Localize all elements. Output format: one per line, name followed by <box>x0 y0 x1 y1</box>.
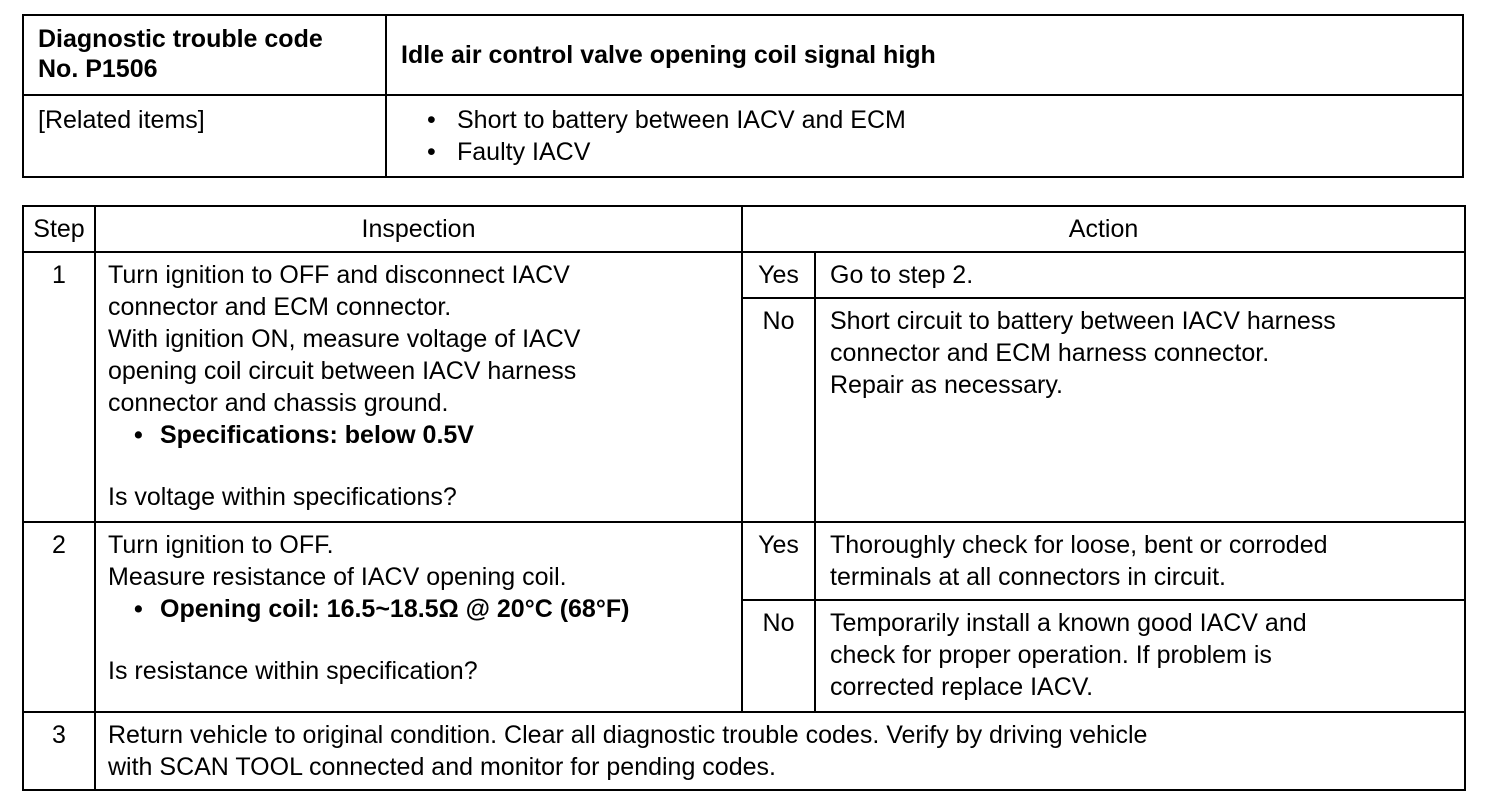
step-3-row <box>23 712 1465 790</box>
action-line: terminals at all connectors in circuit. <box>830 563 1226 591</box>
diagnostic-steps-table <box>22 205 1466 791</box>
step-number: 1 <box>23 252 95 522</box>
action-line: Temporarily install a known good IACV and <box>830 609 1307 637</box>
step-1-inspection <box>95 252 742 522</box>
inspection-line: connector and ECM connector. <box>108 293 452 321</box>
related-items-list <box>427 104 1448 168</box>
action-line: connector and ECM harness connector. <box>830 339 1270 367</box>
inspection-line: Measure resistance of IACV opening coil. <box>108 563 567 591</box>
inspection-line: Turn ignition to OFF. <box>108 531 334 559</box>
step-2-yes-row <box>23 522 1465 600</box>
action-line: check for proper operation. If problem is <box>830 641 1272 669</box>
specification: • Specifications: below 0.5V <box>134 419 729 451</box>
related-items-row <box>23 95 1463 177</box>
inspection-question: Is resistance within specification? <box>108 657 478 685</box>
step-3-inspection <box>95 712 1465 790</box>
action-line: corrected replace IACV. <box>830 673 1094 701</box>
inspection-line: with SCAN TOOL connected and monitor for pending codes. <box>108 753 776 781</box>
specification: • Opening coil: 16.5~18.5Ω @ 20°C (68°F) <box>134 593 729 625</box>
column-header-action: Action <box>742 206 1465 252</box>
related-items-cell <box>386 95 1463 177</box>
step-2-inspection <box>95 522 742 712</box>
action-line: Repair as necessary. <box>830 371 1063 399</box>
yes-label: Yes <box>742 252 815 298</box>
related-item: • Short to battery between IACV and ECM <box>427 104 1448 136</box>
dtc-code-label: Diagnostic trouble code <box>38 25 323 53</box>
inspection-line: With ignition ON, measure voltage of IACV <box>108 325 581 353</box>
column-header-inspection: Inspection <box>95 206 742 252</box>
dtc-header-table <box>22 14 1464 178</box>
table-header-row <box>23 206 1465 252</box>
related-item: • Faulty IACV <box>427 136 1448 168</box>
yes-action <box>815 252 1465 298</box>
dtc-code-number: No. P1506 <box>38 55 158 83</box>
yes-label: Yes <box>742 522 815 600</box>
inspection-question: Is voltage within specifications? <box>108 483 457 511</box>
no-action <box>815 298 1465 522</box>
yes-action <box>815 522 1465 600</box>
inspection-line: opening coil circuit between IACV harness <box>108 357 577 385</box>
no-action <box>815 600 1465 712</box>
inspection-line: Return vehicle to original condition. Clear all diagnostic trouble codes. Verify by driving vehicle <box>108 721 1148 749</box>
no-label: No <box>742 298 815 522</box>
no-label: No <box>742 600 815 712</box>
action-line: Short circuit to battery between IACV harness <box>830 307 1336 335</box>
step-number: 3 <box>23 712 95 790</box>
dtc-code-cell <box>23 15 386 95</box>
dtc-title: Idle air control valve opening coil signal high <box>386 15 1463 95</box>
inspection-line: Turn ignition to OFF and disconnect IACV <box>108 261 570 289</box>
step-1-yes-row <box>23 252 1465 298</box>
action-line: Thoroughly check for loose, bent or corroded <box>830 531 1328 559</box>
dtc-code-row <box>23 15 1463 95</box>
related-items-label: [Related items] <box>23 95 386 177</box>
column-header-step: Step <box>23 206 95 252</box>
action-line: Go to step 2. <box>830 261 974 289</box>
step-number: 2 <box>23 522 95 712</box>
inspection-line: connector and chassis ground. <box>108 389 449 417</box>
